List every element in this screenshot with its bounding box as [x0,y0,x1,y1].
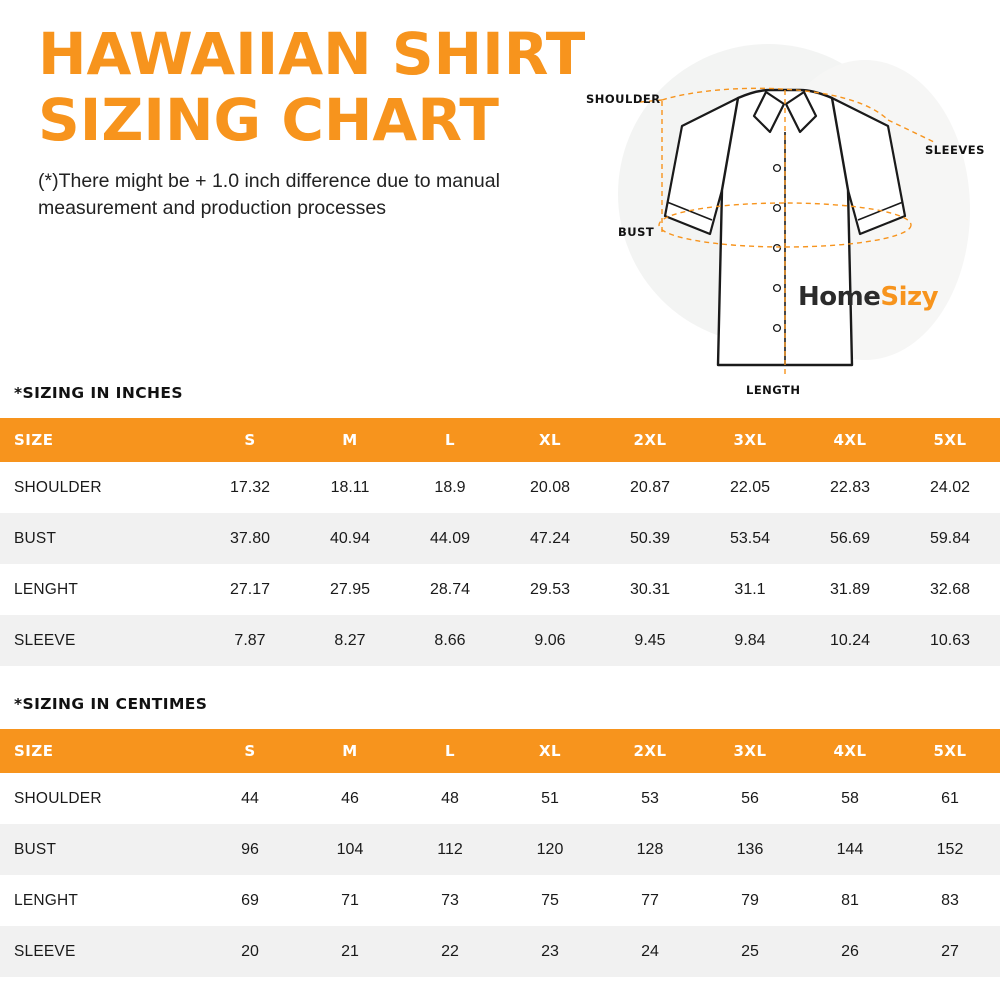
page-title-line1: HAWAIIAN SHIRT [38,20,586,88]
cell: 27.95 [300,564,400,615]
brand-logo [798,282,938,312]
sizing-table-inches [0,418,1000,666]
cell: 20.87 [600,462,700,513]
table-header-row [0,418,1000,462]
cell: 18.9 [400,462,500,513]
col-header-5xl: 5XL [900,729,1000,773]
cell: 31.1 [700,564,800,615]
cell: 96 [200,824,300,875]
row-label: SHOULDER [0,773,200,824]
cell: 22.05 [700,462,800,513]
cell: 37.80 [200,513,300,564]
cell: 75 [500,875,600,926]
col-header-xl: XL [500,418,600,462]
cell: 50.39 [600,513,700,564]
col-header-l: L [400,418,500,462]
cell: 9.06 [500,615,600,666]
label-bust: BUST [618,225,655,239]
col-header-2xl: 2XL [600,418,700,462]
row-label: BUST [0,824,200,875]
cell: 26 [800,926,900,977]
cell: 53.54 [700,513,800,564]
cell: 136 [700,824,800,875]
cell: 23 [500,926,600,977]
cell: 77 [600,875,700,926]
cell: 27 [900,926,1000,977]
table-row [0,564,1000,615]
col-header-5xl: 5XL [900,418,1000,462]
cell: 48 [400,773,500,824]
cell: 8.66 [400,615,500,666]
shirt-diagram-icon [570,20,990,390]
cell: 58 [800,773,900,824]
table-row [0,926,1000,977]
col-header-4xl: 4XL [800,729,900,773]
col-header-3xl: 3XL [700,418,800,462]
section-caption-centimetres: *SIZING IN CENTIMES [14,695,208,713]
table-row [0,875,1000,926]
cell: 28.74 [400,564,500,615]
row-label: LENGHT [0,875,200,926]
cell: 44 [200,773,300,824]
cell: 29.53 [500,564,600,615]
cell: 71 [300,875,400,926]
sizing-table-centimetres [0,729,1000,977]
cell: 9.84 [700,615,800,666]
table-row [0,513,1000,564]
col-header-l: L [400,729,500,773]
cell: 81 [800,875,900,926]
cell: 9.45 [600,615,700,666]
cell: 22.83 [800,462,900,513]
cell: 10.24 [800,615,900,666]
cell: 44.09 [400,513,500,564]
label-shoulder: SHOULDER [586,92,661,106]
table-row [0,773,1000,824]
brand-name-part1: Home [798,282,881,312]
row-label: BUST [0,513,200,564]
col-header-4xl: 4XL [800,418,900,462]
page-title-line2: SIZING CHART [38,86,499,154]
table-header-row [0,729,1000,773]
cell: 20.08 [500,462,600,513]
table-row [0,462,1000,513]
cell: 73 [400,875,500,926]
header [38,20,638,222]
cell: 53 [600,773,700,824]
col-header-xl: XL [500,729,600,773]
cell: 128 [600,824,700,875]
cell: 40.94 [300,513,400,564]
cell: 79 [700,875,800,926]
measurement-note: (*)There might be + 1.0 inch difference due to manual measurement and production processes [38,170,500,219]
col-header-size: SIZE [0,729,200,773]
cell: 144 [800,824,900,875]
col-header-3xl: 3XL [700,729,800,773]
cell: 31.89 [800,564,900,615]
cell: 56 [700,773,800,824]
cell: 59.84 [900,513,1000,564]
cell: 83 [900,875,1000,926]
cell: 51 [500,773,600,824]
row-label: SHOULDER [0,462,200,513]
cell: 8.27 [300,615,400,666]
col-header-m: M [300,729,400,773]
cell: 46 [300,773,400,824]
cell: 24.02 [900,462,1000,513]
cell: 17.32 [200,462,300,513]
cell: 104 [300,824,400,875]
cell: 18.11 [300,462,400,513]
cell: 56.69 [800,513,900,564]
section-caption-inches: *SIZING IN INCHES [14,384,183,402]
col-header-size: SIZE [0,418,200,462]
cell: 27.17 [200,564,300,615]
cell: 20 [200,926,300,977]
label-length: LENGTH [746,383,801,397]
col-header-s: S [200,729,300,773]
table-row [0,615,1000,666]
cell: 7.87 [200,615,300,666]
cell: 69 [200,875,300,926]
col-header-s: S [200,418,300,462]
cell: 22 [400,926,500,977]
row-label: SLEEVE [0,615,200,666]
cell: 10.63 [900,615,1000,666]
cell: 24 [600,926,700,977]
cell: 25 [700,926,800,977]
cell: 30.31 [600,564,700,615]
col-header-m: M [300,418,400,462]
cell: 32.68 [900,564,1000,615]
label-sleeves: SLEEVES [925,143,985,157]
col-header-2xl: 2XL [600,729,700,773]
cell: 120 [500,824,600,875]
row-label: SLEEVE [0,926,200,977]
row-label: LENGHT [0,564,200,615]
brand-name-part2: Sizy [880,282,939,312]
shirt-illustration [570,20,990,397]
cell: 152 [900,824,1000,875]
cell: 47.24 [500,513,600,564]
cell: 61 [900,773,1000,824]
cell: 112 [400,824,500,875]
cell: 21 [300,926,400,977]
table-row [0,824,1000,875]
